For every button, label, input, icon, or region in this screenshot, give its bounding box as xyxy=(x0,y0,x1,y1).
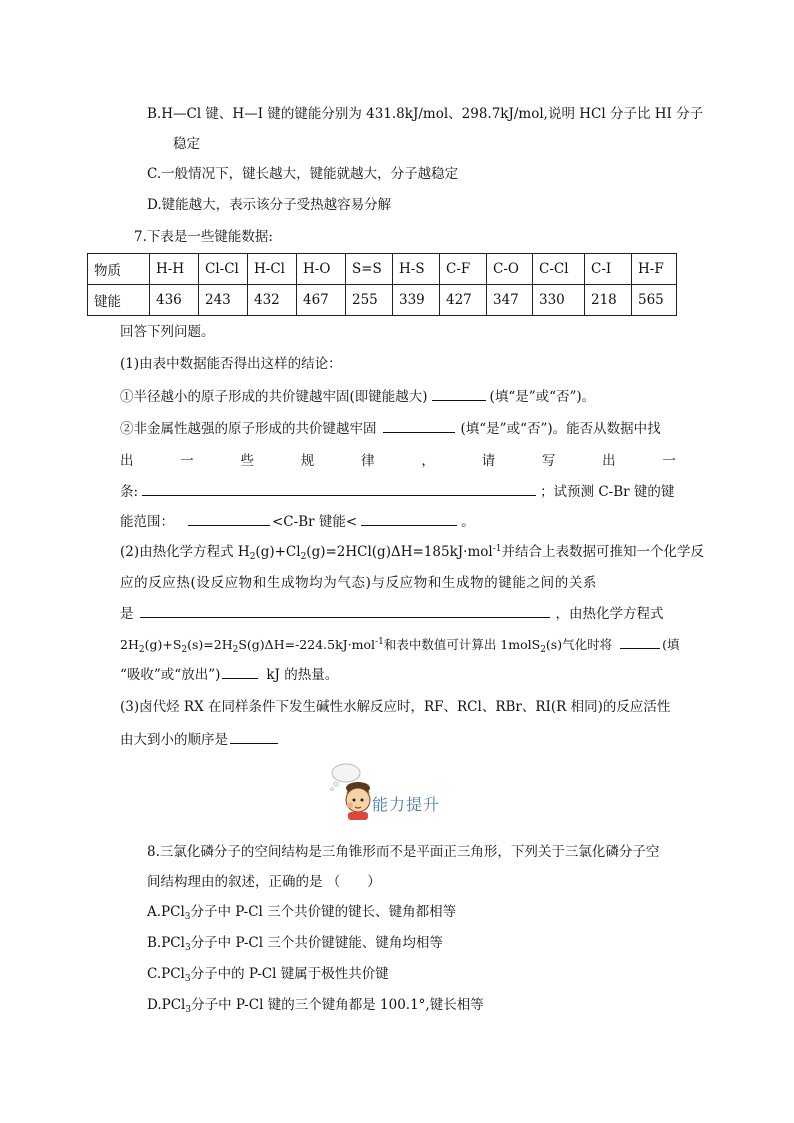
superscript: -1 xyxy=(492,544,502,554)
q6-option-d: D.键能越大，表示该分子受热越容易分解 xyxy=(147,197,392,213)
answer-blank[interactable] xyxy=(230,729,278,744)
section-banner-title: 能力提升 xyxy=(372,795,441,814)
q7-part1-item1-text: ①半径越小的原子形成的共价键越牢固(即键能越大) xyxy=(120,389,428,405)
text-run: 并结合上表数据可推知一个化学反 xyxy=(501,544,704,560)
spread-char: 律 xyxy=(361,453,375,469)
text-run: A.PCl xyxy=(147,904,185,920)
table-cell: 436 xyxy=(150,285,199,316)
answer-prompt: 回答下列问题。 xyxy=(120,324,215,340)
spread-char: 写 xyxy=(541,453,556,469)
text-run: (g)+S xyxy=(144,637,182,652)
table-cell: 339 xyxy=(393,285,440,316)
subscript: 3 xyxy=(184,943,191,953)
table-cell: Cl-Cl xyxy=(199,254,248,285)
answer-blank[interactable] xyxy=(361,511,457,526)
table-cell: H-S xyxy=(393,254,440,285)
text-run: 和表中数值可计算出 1molS xyxy=(383,637,541,652)
answer-blank[interactable] xyxy=(222,664,258,679)
subscript: 2 xyxy=(300,552,307,562)
spread-char: 些 xyxy=(240,453,255,469)
table-cell: 物质 xyxy=(88,254,150,285)
table-cell: C-O xyxy=(487,254,533,285)
answer-blank[interactable] xyxy=(432,386,486,401)
q7-part3-line1: (3)卤代烃 RX 在同样条件下发生碱性水解反应时，RF、RCl、RBr、RI(R 相同)的反应活性 xyxy=(120,699,671,715)
text-run: 分子中 P-Cl 键的三个键角都是 100.1°,键长相等 xyxy=(191,997,484,1013)
q7-part1: (1)由表中数据能否得出这样的结论： xyxy=(120,356,342,372)
text-run: (g)+Cl xyxy=(255,544,301,560)
spread-char: 一 xyxy=(662,453,676,469)
q8-stem-line1: 8.三氯化磷分子的空间结构是三角锥形而不是平面正三角形，下列关于三氯化磷分子空 xyxy=(147,844,660,860)
spread-char: 出 xyxy=(120,453,134,469)
subscript: 3 xyxy=(185,1005,192,1015)
q7-range-end: 。 xyxy=(461,514,475,530)
justified-line xyxy=(120,451,676,471)
table-cell: S=S xyxy=(346,254,393,285)
answer-blank[interactable] xyxy=(188,511,270,526)
text-run: ，由热化学方程式 xyxy=(555,606,664,622)
table-cell: 427 xyxy=(440,285,487,316)
text-run: 分子中的 P-Cl 键属于极性共价键 xyxy=(190,966,389,982)
subscript: 3 xyxy=(184,912,191,922)
q8-option-c[interactable] xyxy=(147,964,389,984)
q6-option-b-line1: B.H—Cl 键、H—I 键的键能分别为 431.8kJ/mol、298.7kJ/mol,说明 HCl 分子比 HI 分子 xyxy=(147,106,704,122)
q7-rule-label: 条: xyxy=(120,484,139,500)
text-run: kJ 的热量。 xyxy=(266,667,339,683)
text-run: (填 xyxy=(662,637,680,652)
q7-part1-item1-end: (填“是”或“否”)。 xyxy=(489,389,596,405)
q8-option-d[interactable] xyxy=(147,995,484,1015)
text-run: 分子中 P-Cl 三个共价键键能、键角均相等 xyxy=(190,935,443,951)
table-cell: 330 xyxy=(533,285,585,316)
q7-rule-end: ；试预测 C-Br 键的键 xyxy=(540,484,675,500)
subscript: 2 xyxy=(249,552,256,562)
table-cell: H-O xyxy=(297,254,346,285)
table-cell: H-F xyxy=(632,254,677,285)
text-run: 是 xyxy=(120,606,134,622)
q8-option-b[interactable] xyxy=(147,933,443,953)
table-row xyxy=(88,254,677,285)
text-run: C.PCl xyxy=(147,966,185,982)
text-run: (g)=2HCl(g) xyxy=(306,544,391,560)
q6-option-c: C.一般情况下，键长越大，键能就越大，分子越稳定 xyxy=(147,166,459,182)
q7-part1-item1 xyxy=(120,386,595,407)
subscript: 3 xyxy=(184,974,191,984)
bond-energy-table xyxy=(87,253,677,316)
text-run: “吸收”或“放出”) xyxy=(120,667,221,683)
q7-range-middle: <C-Br 键能< xyxy=(272,514,358,530)
subscript: 2 xyxy=(181,645,188,655)
text-run: 分子中 P-Cl 三个共价键的键长、键角都相等 xyxy=(190,904,457,920)
table-cell: 347 xyxy=(487,285,533,316)
q7-part1-item2 xyxy=(120,418,661,439)
table-row xyxy=(88,285,677,316)
spread-char: 出 xyxy=(602,453,616,469)
table-cell: 243 xyxy=(199,285,248,316)
spread-char: 请 xyxy=(481,453,496,469)
text-run: (s)气化时将 xyxy=(545,637,613,652)
table-cell: C-F xyxy=(440,254,487,285)
table-cell: 键能 xyxy=(88,285,150,316)
answer-blank[interactable] xyxy=(620,634,660,649)
q7-intro: 7.下表是一些键能数据: xyxy=(134,229,273,245)
table-cell: H-Cl xyxy=(248,254,297,285)
text-run: B.PCl xyxy=(147,935,185,951)
q7-part2-line2: 应的反应热(设反应物和生成物均为气态)与反应物和生成物的键能之间的关系 xyxy=(120,575,598,591)
table-cell: H-H xyxy=(150,254,199,285)
text-run: (s)=2H xyxy=(187,637,233,652)
q7-range-label: 能范围： xyxy=(120,514,174,530)
q7-rule-line xyxy=(120,481,674,502)
q7-part3-line2 xyxy=(120,729,278,750)
q6-option-b-line2: 稳定 xyxy=(173,136,200,152)
table-cell: C-Cl xyxy=(533,254,585,285)
text-run: ΔH=185kJ·mol xyxy=(390,544,493,560)
q7-part2-line4 xyxy=(120,634,679,655)
q8-option-a[interactable] xyxy=(147,902,456,922)
subscript: 2 xyxy=(232,645,239,655)
subscript: 2 xyxy=(540,645,546,655)
spread-char: ， xyxy=(421,453,435,469)
table-cell: 467 xyxy=(297,285,346,316)
q8-stem-line2: 间结构理由的叙述，正确的是 （ ） xyxy=(147,874,381,890)
subscript: 2 xyxy=(138,645,145,655)
text-run: D.PCl xyxy=(147,997,186,1013)
table-cell: 255 xyxy=(346,285,393,316)
answer-blank[interactable] xyxy=(140,603,550,618)
table-cell: 432 xyxy=(248,285,297,316)
table-cell: C-I xyxy=(585,254,632,285)
text-run: (2)由热化学方程式 H xyxy=(120,544,250,560)
spread-char: 规 xyxy=(300,453,315,469)
answer-blank[interactable] xyxy=(383,418,455,433)
q7-part2-line1 xyxy=(120,542,704,562)
text-run: 2H xyxy=(120,637,139,652)
superscript: -1 xyxy=(375,637,384,647)
q7-part2-line5 xyxy=(120,664,338,685)
answer-blank[interactable] xyxy=(142,481,536,496)
text-run: S(g)ΔH=-224.5kJ·mol xyxy=(238,637,376,652)
q7-part1-item2-text: ②非金属性越强的原子形成的共价键越牢固 xyxy=(120,421,377,437)
table-cell: 565 xyxy=(632,285,677,316)
text-run: 由大到小的顺序是 xyxy=(120,732,228,748)
table-cell: 218 xyxy=(585,285,632,316)
q7-part1-item2-end: (填“是”或“否”)。能否从数据中找 xyxy=(460,421,661,437)
spread-char: 一 xyxy=(180,453,194,469)
q7-part2-line3 xyxy=(120,603,664,624)
q7-range-line xyxy=(120,511,475,532)
